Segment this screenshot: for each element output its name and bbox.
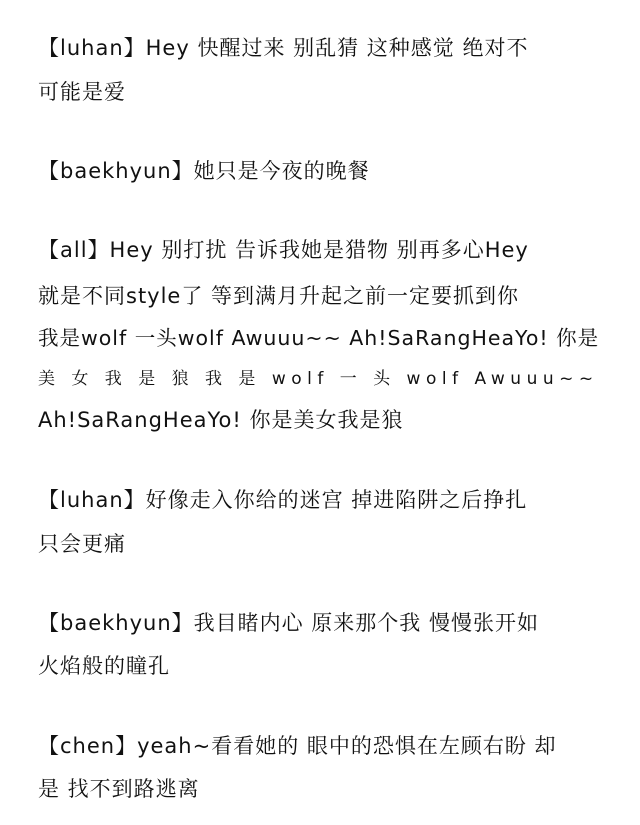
lyric-line: 火焰般的瞳孔 xyxy=(38,654,170,678)
lyric-line: Ah!SaRangHeaYo! 你是美女我是狼 xyxy=(38,408,404,432)
lyric-line: 美 女 我 是 狼 我 是 wolf 一 头 wolf Awuuu~~ xyxy=(38,369,599,389)
lyric-line: 是 找不到路逃离 xyxy=(38,777,200,801)
lyric-line: 我是wolf 一头wolf Awuuu~~ Ah!SaRangHeaYo! 你是 xyxy=(38,326,600,350)
lyric-line: 可能是爱 xyxy=(38,80,126,104)
lyric-line: 【luhan】好像走入你给的迷宫 掉进陷阱之后挣扎 xyxy=(38,488,528,512)
lyric-line: 只会更痛 xyxy=(38,532,126,556)
lyric-line: 【baekhyun】她只是今夜的晚餐 xyxy=(38,159,370,183)
lyric-line: 就是不同style了 等到满月升起之前一定要抓到你 xyxy=(38,284,520,308)
lyric-line: 【luhan】Hey 快醒过来 别乱猜 这种感觉 绝对不 xyxy=(38,36,529,60)
lyric-line: 【chen】yeah~看看她的 眼中的恐惧在左顾右盼 却 xyxy=(38,734,557,758)
lyric-line: 【all】Hey 别打扰 告诉我她是猎物 别再多心Hey xyxy=(38,238,529,262)
lyric-line: 【baekhyun】我目睹内心 原来那个我 慢慢张开如 xyxy=(38,611,539,635)
